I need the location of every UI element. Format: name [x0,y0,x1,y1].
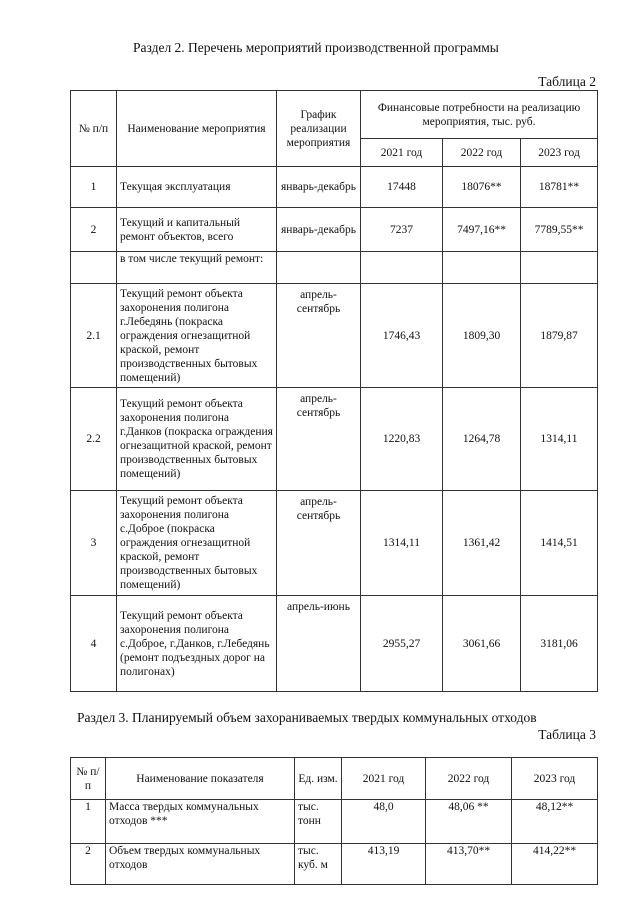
table-row [71,800,598,844]
row-2021: 7237 [361,208,443,252]
row-2021: 1220,83 [361,388,443,491]
row-name: Текущий ремонт объекта захоронения полигона г.Данков (покраска ограждения огнезащитной краской, ремонт производственных бытовых помещений) [117,388,277,491]
table2-header-name: Наименование мероприятия [117,91,277,167]
row-name: Текущий ремонт объекта захоронения полигона с.Доброе, г.Данков, г.Лебедянь (ремонт подъездных дорог на полигонах) [117,596,277,692]
row-num: 2.1 [71,284,117,388]
table2-header-2022: 2022 год [443,139,521,167]
row-name: Текущий ремонт объекта захоронения полигона с.Доброе (покраска ограждения огнезащитной краской, ремонт производственных бытовых помещений) [117,491,277,596]
row-2021 [361,252,443,284]
row-schedule: апрель-июнь [277,596,361,692]
row-num: 1 [71,167,117,208]
table2-label: Таблица 2 [538,74,596,89]
table-row [71,491,598,596]
table2-header-num: № п/п [71,91,117,167]
row-2022: 48,06 ** [426,800,512,844]
row-unit: тыс. куб. м [295,844,342,885]
row-schedule: январь-декабрь [277,208,361,252]
row-num: 2 [71,844,106,885]
row-name: в том числе текущий ремонт: [117,252,277,284]
row-2023: 1879,87 [521,284,598,388]
row-2021: 17448 [361,167,443,208]
row-schedule: апрель-сентябрь [277,284,361,388]
table-row [71,596,598,692]
section3-title: Раздел 3. Планируемый объем захораниваемых твердых коммунальных отходов [77,710,537,725]
row-2022: 3061,66 [443,596,521,692]
table-row [71,284,598,388]
row-2022: 7497,16** [443,208,521,252]
row-2022: 1809,30 [443,284,521,388]
table3-header-2023: 2023 год [512,758,598,800]
row-2021: 48,0 [342,800,426,844]
table2-header-2021: 2021 год [361,139,443,167]
row-unit: тыс. тонн [295,800,342,844]
row-2021: 1314,11 [361,491,443,596]
table3-header-num: № п/п [71,758,106,800]
table3-header-unit: Ед. изм. [295,758,342,800]
table3-header-2021: 2021 год [342,758,426,800]
table3-label: Таблица 3 [538,727,596,742]
row-2023: 3181,06 [521,596,598,692]
row-2023: 1314,11 [521,388,598,491]
table-row [71,208,598,252]
row-schedule: январь-декабрь [277,167,361,208]
row-num: 3 [71,491,117,596]
table3-header-2022: 2022 год [426,758,512,800]
row-schedule: апрель-сентябрь [277,388,361,491]
row-schedule: апрель-сентябрь [277,491,361,596]
table2-header-schedule: График реализации мероприятия [277,91,361,167]
table2 [70,90,598,692]
table-row [71,388,598,491]
row-2023: 7789,55** [521,208,598,252]
table3-header-name: Наименование показателя [106,758,295,800]
row-name: Объем твердых коммунальных отходов [106,844,295,885]
row-2023: 48,12** [512,800,598,844]
row-name: Текущий и капитальный ремонт объектов, всего [117,208,277,252]
table-row [71,844,598,885]
row-2022: 1361,42 [443,491,521,596]
table-row [71,167,598,208]
row-num: 4 [71,596,117,692]
row-2023: 18781** [521,167,598,208]
row-name: Текущая эксплуатация [117,167,277,208]
row-2021: 2955,27 [361,596,443,692]
table2-header-finance: Финансовые потребности на реализацию мероприятия, тыс. руб. [361,91,598,139]
row-num: 1 [71,800,106,844]
table2-header-2023: 2023 год [521,139,598,167]
row-name: Масса твердых коммунальных отходов *** [106,800,295,844]
row-2023: 414,22** [512,844,598,885]
section2-title: Раздел 2. Перечень мероприятий производственной программы [133,40,499,55]
row-2021: 1746,43 [361,284,443,388]
row-schedule [277,252,361,284]
row-2022: 18076** [443,167,521,208]
row-2022: 413,70** [426,844,512,885]
row-2023: 1414,51 [521,491,598,596]
row-num [71,252,117,284]
row-2022 [443,252,521,284]
row-num: 2.2 [71,388,117,491]
row-2022: 1264,78 [443,388,521,491]
table-row [71,252,598,284]
table3 [70,757,598,885]
row-num: 2 [71,208,117,252]
row-name: Текущий ремонт объекта захоронения полигона г.Лебедянь (покраска ограждения огнезащитной краской, ремонт производственных бытовых помещений) [117,284,277,388]
row-2023 [521,252,598,284]
row-2021: 413,19 [342,844,426,885]
